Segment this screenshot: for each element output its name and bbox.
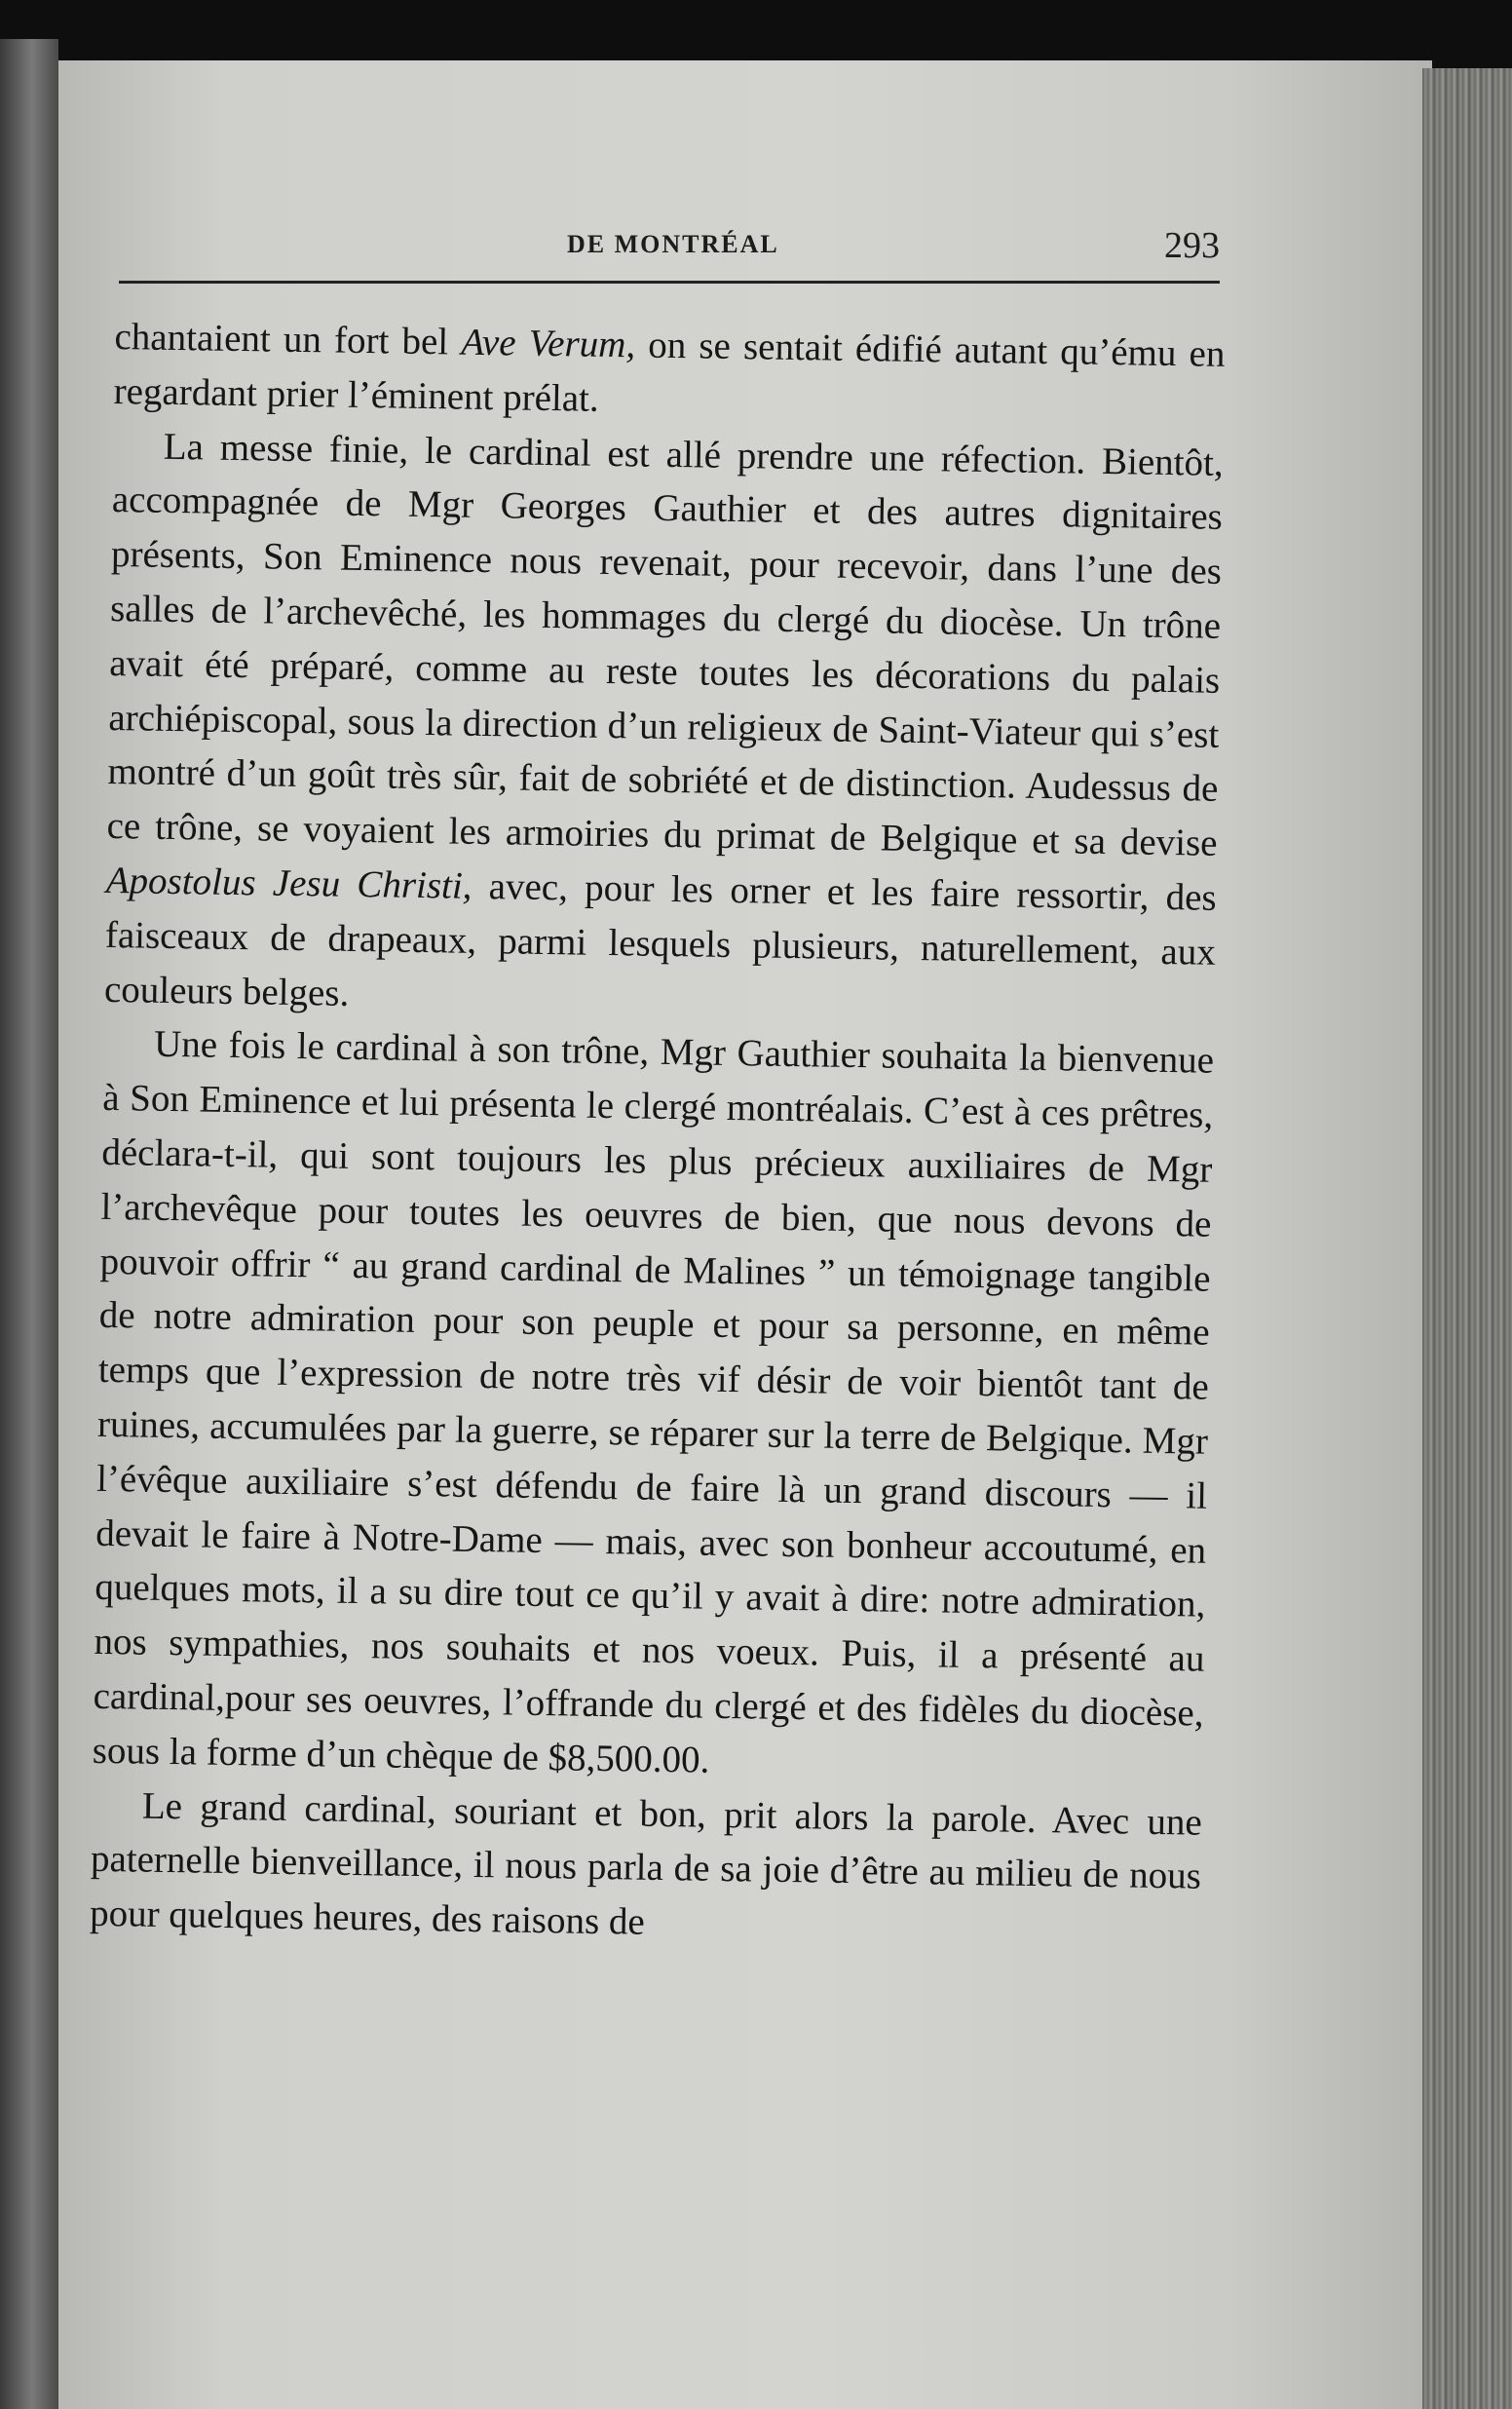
- text-run: on se sentait édifié autant qu’ému en regardant prier l’éminent prélat.: [113, 324, 1226, 420]
- page-header: [119, 224, 1220, 283]
- italic-phrase: Ave Verum,: [460, 321, 636, 366]
- page-number: 293: [1164, 225, 1220, 266]
- text-run: Une fois le cardinal à son trône, Mgr Gauthier souhaita la bienvenue à Son Eminence et lui présenta le clergé montréalais. C’est à ces prêtres, déclara-t-il, qui sont toujours les plus précieux auxiliaires de Mgr l’archevêque pour toutes les oeuvres de bien, que nous devons de pouvoir offrir “ au grand cardinal de Malines ” un témoignage tangible de notre admiration pour son peuple et pour sa personne, en même temps que l’expression de notre très vif désir de voir bientôt tant de ruines, accumulées par la guerre, se réparer sur la terre de Belgique. Mgr l’évêque auxiliaire s’est défendu de faire là un grand discours — il devait le faire à Notre-Dame — mais, avec son bonheur accoutumé, en quelques mots, il a su dire tout ce qu’il y avait à dire: notre admiration, nos sympathies, nos souhaits et nos voeux. Puis, il a présenté au cardinal,pour ses oeuvres, l’offrande du clergé et des fidèles du diocèse, sous la forme d’un chèque de $8,500.00.: [92, 1023, 1215, 1781]
- paragraph: [92, 1016, 1214, 1795]
- facing-page-edge: [0, 39, 58, 2409]
- header-rule: [119, 281, 1220, 284]
- italic-phrase: Apostolus Jesu Christi,: [105, 859, 472, 907]
- text-run: chantaient un fort bel: [114, 315, 462, 363]
- page-stack-edge: [1422, 68, 1512, 2409]
- running-title: DE MONTRÉAL: [567, 230, 779, 258]
- text-run: Le grand cardinal, souriant et bon, prit alors la parole. Avec une paternelle bienveillance, il nous parla de sa joie d’être au milieu de nous pour quelques heures, des raisons de: [89, 1784, 1203, 1943]
- paragraph: [104, 419, 1225, 1035]
- text-run: avec, pour les orner et les faire ressortir, des faisceaux de drapeaux, parmi lesquels plusieurs, naturellement, aux couleurs belges.: [103, 864, 1218, 1014]
- text-run: La messe finie, le cardinal est allé prendre une réfection. Bientôt, accompagnée de Mgr Georges Gauthier et des autres dignitaires présents, Son Eminence nous revenait, pour recevoir, dans l’une des salles de l’archevêché, les hommages du clergé du diocèse. Un trône avait été préparé, comme au reste toutes les décorations du palais archiépiscopal, sous la direction d’un religieux de Saint-Viateur qui s’est montré d’un goût très sûr, fait de sobriété et de distinction. Audessus de ce trône, se voyaient les armoiries du primat de Belgique et sa devise: [106, 425, 1225, 865]
- paragraph: [90, 1778, 1202, 1958]
- body-text: [90, 310, 1226, 1959]
- paragraph: [113, 310, 1226, 436]
